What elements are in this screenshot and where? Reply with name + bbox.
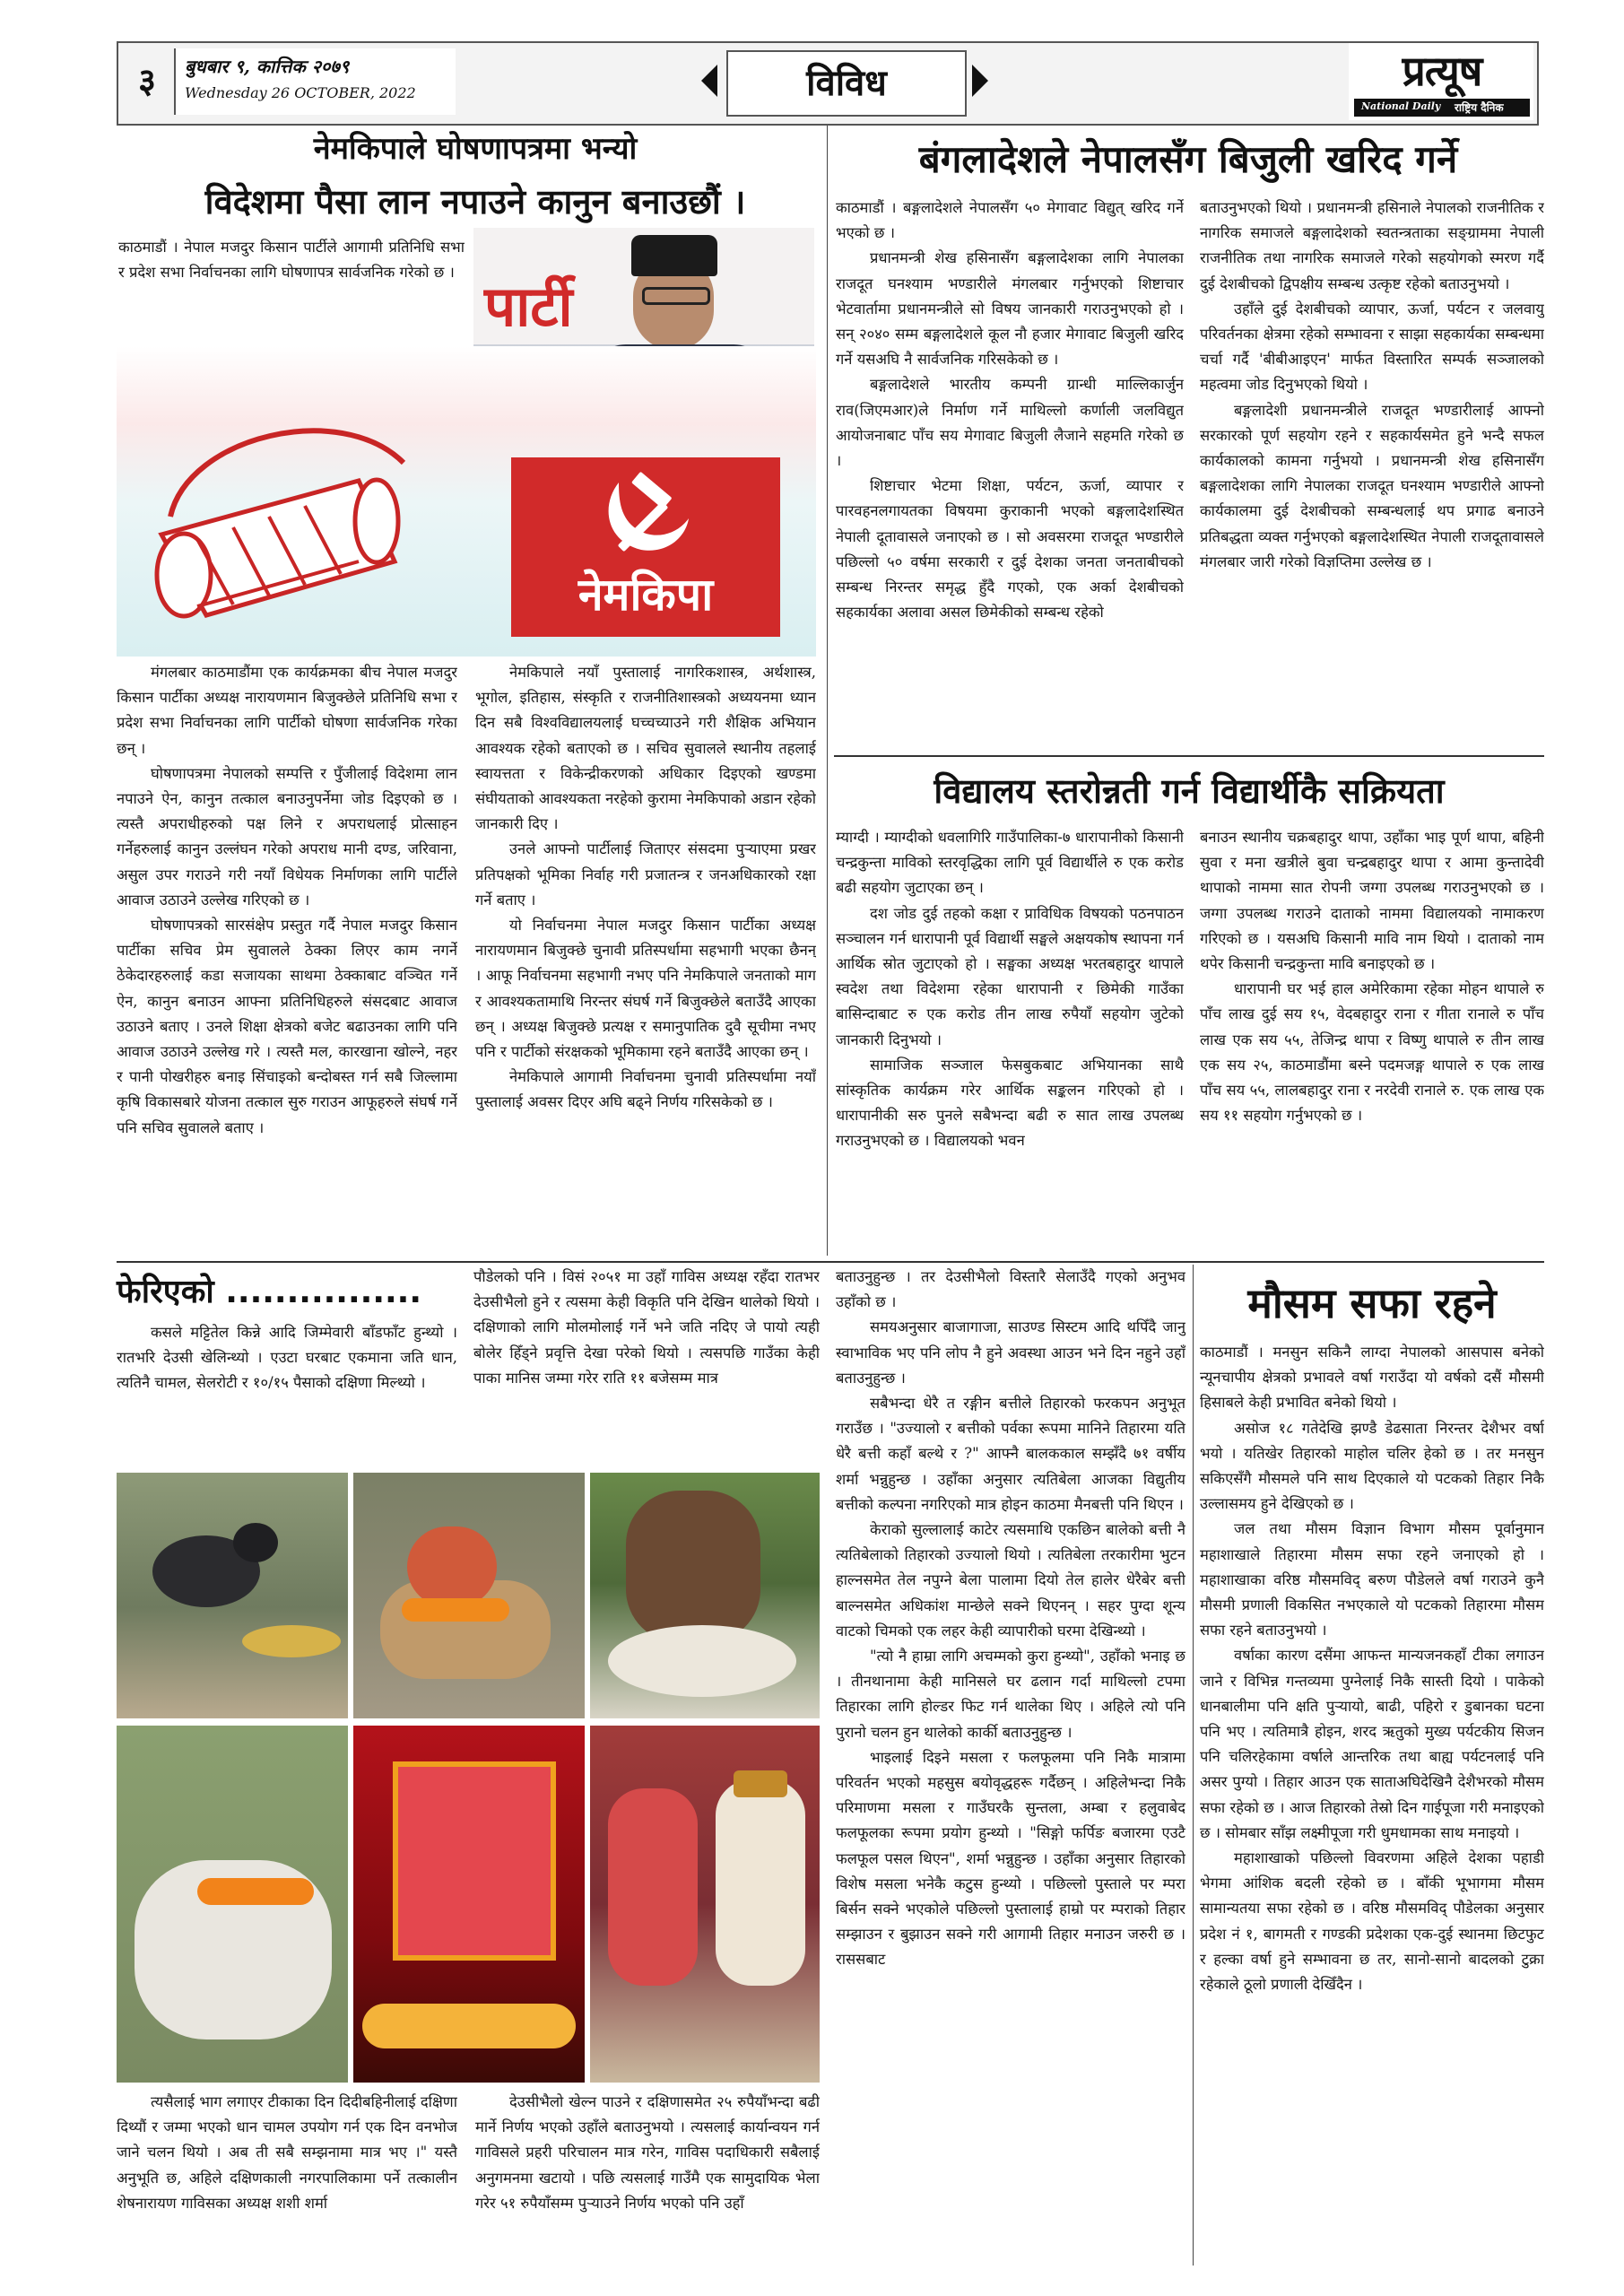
masthead-tagline-en: National Daily bbox=[1361, 100, 1441, 112]
article1-intro bbox=[118, 235, 465, 343]
article4-right-p5: "त्यो नै हाम्रा लागि अचम्मको कुरा हुन्थ्यो", उहाँको भनाइ छ । तीनथानामा केही मानिसले घर ढलान गर्दा माथिल्लो टपमा तिहारका लागि होल्डर फिट गर्न थालेका थिए । अहिले त्यो पनि पुरानो चलन हुन थालेको कार्की बताउनुहुन्छ । bbox=[836, 1648, 1185, 1741]
date-english: Wednesday 26 OCTOBER, 2022 bbox=[185, 84, 416, 101]
hammer-sickle-icon bbox=[592, 465, 699, 563]
article4-right-p2: समयअनुसार बाजागाजा, साउण्ड सिस्टम आदि थपिँदै जानु स्वाभाविक भए पनि लोप नै हुने अवस्था आउन भने दिन नहुने उहाँ बताउनुहुन्छ । bbox=[836, 1318, 1185, 1387]
speaker-glasses bbox=[642, 287, 710, 305]
article1-kicker: नेमकिपाले घोषणापत्रमा भन्यो bbox=[313, 131, 638, 167]
article4-col-left-bottom bbox=[117, 2090, 457, 2266]
cow-garland-photo bbox=[117, 1726, 348, 2083]
column-divider bbox=[827, 126, 828, 1256]
article5-p1: काठमाडौं । मनसुन सकिनै लाग्दा नेपालको आसपास बनेको न्यूनचापीय क्षेत्रको प्रभावले वर्षा गराउँदा यो वर्षको दसैं मौसमी हिसाबले केही प्रभावित बनेको थियो । bbox=[1200, 1344, 1544, 1412]
bhai-tika-photo bbox=[590, 1726, 820, 2083]
article3-col2-p1: बनाउन स्थानीय चक्रबहादुर थापा, उहाँका भाइ पूर्ण थापा, बहिनी सुवा र मना खत्रीले बुवा चन्द्रबहादुर थापा र आमा कुन्तादेवी थापाको नाममा सात रोपनी जग्गा उपलब्ध गराउनुभएको छ । जग्गा उपलब्ध गराउने दाताको नाममा विद्यालयको नामाकरण गरिएको छ । यसअघि किसानी मावि नाम थियो । दाताको नाम थपेर किसानी चन्द्रकुन्ता मावि बनाइएको छ । bbox=[1200, 829, 1544, 973]
article5-p5: महाशाखाको पछिल्लो विवरणमा अहिले देशका पहाडी भेगमा आंशिक बदली रहेको छ । बाँकी भूभागमा मौसम सामान्यतया सफा रहेको छ । वरिष्ठ मौसमविद् पौडेलका अनुसार प्रदेश नं १, बागमती र गण्डकी प्रदेशका एक-दुई स्थानमा छिटफुट र हल्का वर्षा हुने सम्भावना छ तर, सानो-सानो बादलको टुक्रा रहेकाले ठूलो प्रणाली देखिँदैन । bbox=[1200, 1849, 1544, 1994]
crow-head bbox=[233, 1523, 278, 1562]
sister-figure bbox=[608, 1788, 698, 1986]
article5-p4: वर्षाका कारण दसैंमा आफन्त मान्यजनकहाँ टीका लगाउन जाने र विभिन्न गन्तव्यमा पुग्नेलाई निकै सास्ती दियो । पाकेको धानबालीमा पनि क्षति पुऱ्यायो, बाढी, पहिरो र डुबानका घटना पनि भए । त्यतिमात्रै होइन, शरद ऋतुको मुख्य पर्यटकीय सिजन पनि चलिरहेकामा वर्षाले आन्तरिक तथा बाह्य पर्यटनलाई पनि असर पुग्यो । तिहार आउन एक साताअघिदेखिनै देशैभरको मौसम सफा रहेको छ । आज तिहारको तेस्रो दिन गाईपूजा गरी मनाइएको छ । सोमबार साँझ लक्ष्मीपूजा गरी धुमधामका साथ मनाइयो । bbox=[1200, 1647, 1544, 1841]
party-logo-text: नेमकिपा bbox=[578, 569, 714, 621]
article2-col1-p1: काठमाडौं । बङ्गलादेशले नेपालसँग ५० मेगावाट विद्युत् खरिद गर्ने भएको छ । bbox=[836, 199, 1184, 242]
article2-col1-p3: बङ्गलादेशले भारतीय कम्पनी ग्रान्धी माल्लिकार्जुन राव(जिएमआर)ले निर्माण गर्ने माथिल्लो कर्णाली जलविद्युत आयोजनाबाट पाँच सय मेगावाट बिजुली लैजाने सहमति गरेको छ । bbox=[836, 376, 1184, 470]
food-bowl bbox=[608, 1625, 796, 1697]
article3-col2 bbox=[1200, 825, 1544, 1254]
article5-p3: जल तथा मौसम विज्ञान विभाग मौसम पूर्वानुमान महाशाखाले तिहारमा मौसम सफा रहने जनाएको हो । महाशाखाका वरिष्ठ मौसमविद् बरुण पौडेलले वर्षा गराउने कुनै मौसमी प्रणाली विकसित नभएकाले यो पटकको तिहारमा मौसम सफा रहने बताउनुभयो । bbox=[1200, 1520, 1544, 1639]
article5-p2: असोज १८ गतेदेखि झण्डै डेढसाता निरन्तर देशैभर वर्षा भयो । यतिखेर तिहारको माहोल चलिर हेको छ । तर मनसुन सकिएसँगै मौसमले पनि साथ दिएकाले यो पटकको तिहार निकै उल्लासमय हुने देखिएको छ । bbox=[1200, 1419, 1544, 1513]
page-header bbox=[117, 41, 1539, 126]
masthead-bar bbox=[1354, 99, 1530, 117]
article1-col2-p1: नेमकिपाले नयाँ पुस्तालाई नागरिकशास्त्र, अर्थशास्त्र, भूगोल, इतिहास, संस्कृति र राजनीतिशास्त्रको अध्ययनमा ध्यान दिन सबै विश्वविद्यालयलाई घच्चच्याउने गरी शैक्षिक अभियान आवश्यक रहेको बताएको छ । सचिव सुवालले स्थानीय तहलाई स्वायत्तता र विकेन्द्रीकरणको अधिकार दिइएको खण्डमा संघीयताको आवश्यकता नरहेको कुरामा नेमकिपाको अडान रहेको जानकारी दिए । bbox=[475, 664, 816, 833]
article2-col1-p2: प्रधानमन्त्री शेख हसिनासँग बङ्गलादेशका लागि नेपालका राजदूत घनश्याम भण्डारीले मंगलबार गर्नुभएको शिष्टाचार भेटवार्तामा प्रधानमन्त्रीले सो विषय जानकारी गराउनुभएको हो । सन् २०४० सम्म बङ्गलादेशले कूल नौ हजार मेगावाट बिजुली खरिद गर्ने यसअघि नै सार्वजनिक गरिसकेको छ । bbox=[836, 249, 1184, 369]
article4-mid-bottom-p1: देउसीभैलो खेल्न पाउने र दक्षिणासमेत २५ रुपैयाँभन्दा बढी मार्ने निर्णय भएको उहाँले बताउनुभयो । त्यसलाई कार्यान्वयन गर्न गाविसले प्रहरी परिचालन मात्र गरेन, गाविस पदाधिकारी सबैलाई अनुगमनमा खटायो । पछि त्यसलाई गाउँमै एक सामुदायिक भेला गरेर ५१ रुपैयाँसम्म पुऱ्याउने निर्णय भएको पनि उहाँ bbox=[475, 2093, 820, 2212]
rule-article2-article3 bbox=[834, 755, 1544, 757]
article1-col1-p1: मंगलबार काठमाडौंमा एक कार्यक्रमका बीच नेपाल मजदुर किसान पार्टीका अध्यक्ष नारायणमान बिजुक्छेले प्रतिनिधि सभा र प्रदेश सभा निर्वाचनका लागि पार्टीको घोषणा सार्वजनिक गरेका छन् । bbox=[117, 664, 457, 757]
article2-col1 bbox=[836, 196, 1184, 750]
article1-headline: विदेशमा पैसा लान नपाउने कानुन बनाउछौं । bbox=[204, 182, 746, 222]
article4-right-p3: सबैभन्दा धेरै त रङ्गीन बत्तीले तिहारको फरकपन अनुभूत गराउँछ । "उज्यालो र बत्तीको पर्वका रूपमा मानिने तिहारमा यति धेरै बत्ती कहाँ बल्थे र ?" आफ्नै बालककाल सम्झँदै ७१ वर्षीय शर्मा भन्नुहुन्छ । उहाँका अनुसार त्यतिबेला आजका विद्युतीय बत्तीको कल्पना नगरिएको मात्र होइन काठमा मैनबत्ती पनि थिएन । bbox=[836, 1395, 1185, 1513]
brother-figure bbox=[716, 1779, 805, 1986]
article3-col1-p3: सामाजिक सञ्जाल फेसबुकबाट अभियानका साथै सांस्कृतिक कार्यक्रम गरेर आर्थिक सङ्कलन गरिएको हो । धारापानीकी सरु पुनले सबैभन्दा बढी रु सात लाख उपलब्ध गराउनुभएको छ । विद्यालयको भवन bbox=[836, 1056, 1184, 1150]
article5-col bbox=[1200, 1340, 1544, 2266]
article1-col2-p2: उनले आफ्नो पार्टीलाई जिताएर संसदमा पुऱ्याएमा प्रखर प्रतिपक्षको भूमिका निर्वाह गरी प्रजातन्त्र र जनअधिकारको रक्षा गर्ने बताए । bbox=[475, 840, 816, 909]
date-nepali: बुधबार ९, कात्तिक २०७९ bbox=[185, 56, 350, 77]
article2-col2-p3: बङ्गलादेशी प्रधानमन्त्रीले राजदूत भण्डारीलाई आफ्नो सरकारको पूर्ण सहयोग रहने र सहकार्यसमेत हुने भन्दै सफल कार्यकालको कामना गर्नुभयो । प्रधानमन्त्री शेख हसिनासँग बङ्गलादेशका लागि नेपालका राजदूत घनश्याम भण्डारीले आफ्नो कार्यकालमा दुई देशबीचको सम्बन्धलाई थप प्रगाढ बनाउने प्रतिबद्धता व्यक्त गर्नुभएको बङ्गलादेशस्थित नेपाली राजदूतावासले मंगलबार जारी गरेको विज्ञप्तिमा उल्लेख छ । bbox=[1200, 401, 1544, 570]
section-prev-arrow bbox=[701, 65, 717, 97]
photo-banner-text: पार्टी bbox=[484, 274, 573, 339]
section-title-box bbox=[726, 50, 967, 117]
article4-col-right bbox=[836, 1265, 1185, 2266]
article3-col2-p2: धारापानी घर भई हाल अमेरिकामा रहेका मोहन थापाले रु पाँच लाख दुई सय १५, वेदबहादुर राना र गीता रानाले रु पाँच लाख एक सय ५५, तेजिन्द्र थापा र विष्णु थापाले रु तीन लाख एक सय २५, काठमाडौंमा बस्ने पदमजङ्ग थापाले रु एक लाख पाँच सय ५५, लालबहादुर राना र नरदेवी रानाले रु. एक लाख एक सय ११ सहयोग गर्नुभएको छ । bbox=[1200, 980, 1544, 1125]
dog-photo bbox=[353, 1473, 585, 1718]
rule-mid-page bbox=[117, 1261, 1544, 1263]
masthead bbox=[1349, 43, 1533, 120]
article2-col1-p4: शिष्टाचार भेटमा शिक्षा, पर्यटन, ऊर्जा, व्यापार र पारवहनलगायतका विषयमा कुराकानी भएको बङ्गलादेशस्थित नेपाली दूतावासले जनाएको छ । सो अवसरमा राजदूत भण्डारीले पछिल्लो ५० वर्षमा सरकारी र दुई देशका जनता जनताबीचको सम्बन्ध निरन्तर समृद्ध हुँदै गएको, एक अर्का देशबीचको सहकार्यका अलावा असल छिमेकीको सम्बन्ध रहेको bbox=[836, 477, 1184, 622]
article1-col2 bbox=[475, 660, 816, 1254]
brother-cap bbox=[734, 1770, 787, 1797]
masthead-tagline-ne: राष्ट्रिय दैनिक bbox=[1455, 101, 1504, 114]
section-next-arrow bbox=[972, 65, 988, 97]
marigold-garland bbox=[402, 1598, 509, 1622]
article3-headline: विद्यालय स्तरोन्नती गर्न विद्यार्थीकै सक्रियता bbox=[934, 771, 1445, 811]
speaker-cap bbox=[631, 235, 717, 276]
article4-col-mid-bottom bbox=[475, 2090, 820, 2266]
madal-drum-illustration bbox=[135, 382, 430, 633]
article2-col2-p2: उहाँले दुई देशबीचको व्यापार, ऊर्जा, पर्यटन र जलवायु परिवर्तनका क्षेत्रमा रहेको सम्भावना र साझा सहकार्यका सम्बन्धमा चर्चा गर्दै 'बीबीआइएन' मार्फत विस्तारित सम्पर्क सञ्जालको महत्वमा जोड दिनुभएको थियो । bbox=[1200, 300, 1544, 394]
oil-lamps bbox=[362, 2004, 576, 2048]
tihar-photo-collage bbox=[117, 1473, 820, 2083]
article4-headline: फेरिएको ................ bbox=[117, 1274, 422, 1310]
article1-col2-p3: यो निर्वाचनमा नेपाल मजदुर किसान पार्टीका अध्यक्ष नारायणमान बिजुक्छे चुनावी प्रतिस्पर्धामा सहभागी भएका छैनन् । आफू निर्वाचनमा सहभागी नभए पनि नेमकिपाले जनताको माग र आवश्यकतामाथि निरन्तर संघर्ष गर्ने बिजुक्छेले बताउँदै आएका छन् । अध्यक्ष बिजुक्छे प्रत्यक्ष र समानुपातिक दुवै सूचीमा नभए पनि र पार्टीको संरक्षकको भूमिकामा रहने बताउँदै आएका छन् । bbox=[475, 917, 816, 1061]
article4-right-p6: भाइलाई दिइने मसला र फलफूलमा पनि निकै मात्रामा परिवर्तन भएको महसुस बयोवृद्धहरू गर्दैछन् । अहिलेभन्दा निकै परिमाणमा मसला र गाउँघरकै सुन्तला, अम्बा र हलुवाबेद फलफूलका रूपमा प्रयोग हुन्थ्यो । "सिङ्गो फर्पिङ बजारमा एउटै फलफूल पसल थिएन", शर्मा भन्नुहुन्छ । उहाँका अनुसार तिहारको विशेष मसला भनेकै कटुस हुन्थ्यो । पछिल्लो पुस्ताले पर म्परा बिर्सन सक्ने भएकोले पछिल्लो पुस्तालाई हाम्रो पर म्पराको तिहार सम्झाउन र बुझाउन सक्ने गरी आगामी तिहार मनाउन जरुरी छ । राससबाट bbox=[836, 1748, 1185, 1969]
article2-col2-p1: बताउनुभएको थियो । प्रधानमन्त्री हसिनाले नेपालको राजनीतिक र नागरिक समाजले बङ्गलादेशको स्वतन्त्रताका सङ्ग्राममा नेपाली राजनीतिक तथा नागरिक समाजले गरेको सहयोगको स्मरण गर्दै दुई देशबीचको द्विपक्षीय सम्बन्ध उत्कृष्ट रहेको बताउनुभयो । bbox=[1200, 199, 1544, 292]
cow-head-brown bbox=[626, 1491, 760, 1643]
article2-headline: बंगलादेशले नेपालसँग बिजुली खरिद गर्ने bbox=[918, 137, 1458, 181]
lakshmi-frame bbox=[393, 1761, 556, 1961]
lakshmi-puja-photo bbox=[353, 1726, 585, 2083]
date-box bbox=[174, 48, 456, 115]
article3-col1-p2: दश जोड दुई तहको कक्षा र प्राविधिक विषयको पठनपाठन सञ्चालन गर्न धारापानी पूर्व विद्यार्थी सङ्घले अक्षयकोष स्थापना गर्न आर्थिक स्रोत जुटाएको हो । सङ्घका अध्यक्ष भरतबहादुर थापाले स्वदेश तथा विदेशमा रहेका धारापानी र छिमेकी गाउँका बासिन्दाबाट रु एक करोड तीन लाख रुपैयाँ सहयोग जुटेको जानकारी दिनुभयो । bbox=[836, 904, 1184, 1048]
page-number: ३ bbox=[138, 61, 156, 100]
article4-intro bbox=[117, 1320, 457, 1464]
article4-right-p4: केराको सुल्लालाई काटेर त्यसमाथि एकछिन बालेको बत्ती नै त्यतिबेलाको तिहारको उज्यालो थियो । त्यतिबेला तरकारीमा भुटन हाल्नसमेत तेल नपुग्ने बेला पालामा दियो तेल हालेर धेरैबेर बत्ती बाल्नसमेत अधिकांश मान्छेले सक्ने थिएनन् । सहर पुग्दा शून्य वाटको चिमको एक लहर केही व्यापारीको घरमा देखिन्थ्यो । bbox=[836, 1521, 1185, 1639]
article4-intro-text: कसले मट्टितेल किन्ने आदि जिम्मेवारी बाँडफाँट हुन्थ्यो । रातभरि देउसी खेलिन्थ्यो । एउटा घरबाट एकमाना जति धान, त्यतिनै चामल, सेलरोटी र १०/१५ पैसाको दक्षिणा मिल्थ्यो । bbox=[117, 1324, 457, 1392]
column-divider-lower bbox=[1193, 1265, 1194, 2266]
article4-col-mid-top bbox=[473, 1265, 820, 1462]
dog-head bbox=[407, 1526, 497, 1607]
article1-intro-text: काठमाडौं । नेपाल मजदुर किसान पार्टीले आगामी प्रतिनिधि सभा र प्रदेश सभा निर्वाचनका लागि घोषणापत्र सार्वजनिक गरेको छ । bbox=[118, 239, 465, 282]
offering-plate bbox=[242, 1625, 341, 1657]
cow-garland bbox=[197, 1878, 314, 1905]
crow-photo bbox=[117, 1473, 348, 1718]
article4-left-bottom-p1: त्यसैलाई भाग लगाएर टीकाका दिन दिदीबहिनीलाई दक्षिणा दिथ्यौं र जम्मा भएको धान चामल उपयोग गर्न एक दिन वनभोज जाने चलन थियो । अब ती सबै सम्झनामा मात्र भए ।" यस्तै अनुभूति छ, अहिले दक्षिणकाली नगरपालिकामा पर्ने तत्कालीन शेषनारायण गाविसका अध्यक्ष शशी शर्मा bbox=[117, 2093, 457, 2212]
article5-headline: मौसम सफा रहने bbox=[1247, 1279, 1497, 1327]
article1-col1 bbox=[117, 660, 457, 1254]
article1-col2-p4: नेमकिपाले आगामी निर्वाचनमा चुनावी प्रतिस्पर्धामा नयाँ पुस्तालाई अवसर दिएर अघि बढ्ने निर्णय गरिसकेको छ । bbox=[475, 1068, 816, 1111]
cow-eating-photo bbox=[590, 1473, 820, 1718]
article1-col1-p3: घोषणापत्रको सारसंक्षेप प्रस्तुत गर्दै नेपाल मजदुर किसान पार्टीका सचिव प्रेम सुवालले ठेक्का लिएर काम नगर्ने ठेकेदारहरुलाई कडा सजायका साथमा ठेक्काबाट वञ्चित गर्ने ऐन, कानुन बनाउन आफ्ना प्रतिनिधिहरुले संसदबाट आवाज उठाउने बताए । उनले शिक्षा क्षेत्रको बजेट बढाउनका लागि पनि आवाज उठाउने उल्लेख गरे । त्यस्तै मल, कारखाना खोल्ने, नहर र पानी पोखरीहरु बनाइ सिंचाइको बन्दोबस्त गर्न सबै जिल्लामा कृषि विकासबारे योजना तत्काल सुरु गराउन आफूहरुले संघर्ष गर्ने पनि सचिव सुवालले बताए । bbox=[117, 917, 457, 1136]
masthead-name: प्रत्यूष bbox=[1402, 47, 1482, 95]
article2-col2 bbox=[1200, 196, 1544, 750]
article3-col1 bbox=[836, 825, 1184, 1254]
article1-col1-p2: घोषणापत्रमा नेपालको सम्पत्ति र पुँजीलाई विदेशमा लान नपाउने ऐन, कानुन तत्काल बनाउनुपर्नेमा जोड दिइएको छ । त्यस्तै अपराधीहरुको पक्ष लिने र अपराधलाई प्रोत्साहन गर्नेहरुलाई कानुन उल्लंघन गरेको अपराध मानी दण्ड, जरिवाना, असुल उपर गराउने गरी नयाँ विधेयक निर्माणका लागि पार्टीले आवाज उठाउने उल्लेख गरिएको छ । bbox=[117, 764, 457, 909]
article1-party-poster bbox=[117, 346, 816, 657]
party-logo-tile bbox=[511, 457, 780, 637]
article3-col1-p1: म्याग्दी । म्याग्दीको धवलागिरि गाउँपालिका-७ धारापानीको किसानी चन्द्रकुन्ता माविको स्तरवृद्धिका लागि पूर्व विद्यार्थीले रु एक करोड बढी सहयोग जुटाएका छन् । bbox=[836, 829, 1184, 897]
section-title: विविध bbox=[806, 63, 887, 104]
article4-right-p1: बताउनुहुन्छ । तर देउसीभैलो विस्तारै सेलाउँदै गएको अनुभव उहाँको छ । bbox=[836, 1268, 1185, 1311]
article4-mid-top-p1: पौडेलको पनि । विसं २०५१ मा उहाँ गाविस अध्यक्ष रहँदा रातभर देउसीभैलो हुने र त्यसमा केही विकृति पनि देखिन थालेको थियो । दक्षिणाको लागि मोलमोलाई गर्ने भने जति नदिए जे पायो त्यही बोलेर हिँड्ने प्रवृत्ति देखा परेको थियो । त्यसपछि गाउँका केही पाका मानिस जम्मा गरेर राति ११ बजेसम्म मात्र bbox=[473, 1268, 820, 1387]
